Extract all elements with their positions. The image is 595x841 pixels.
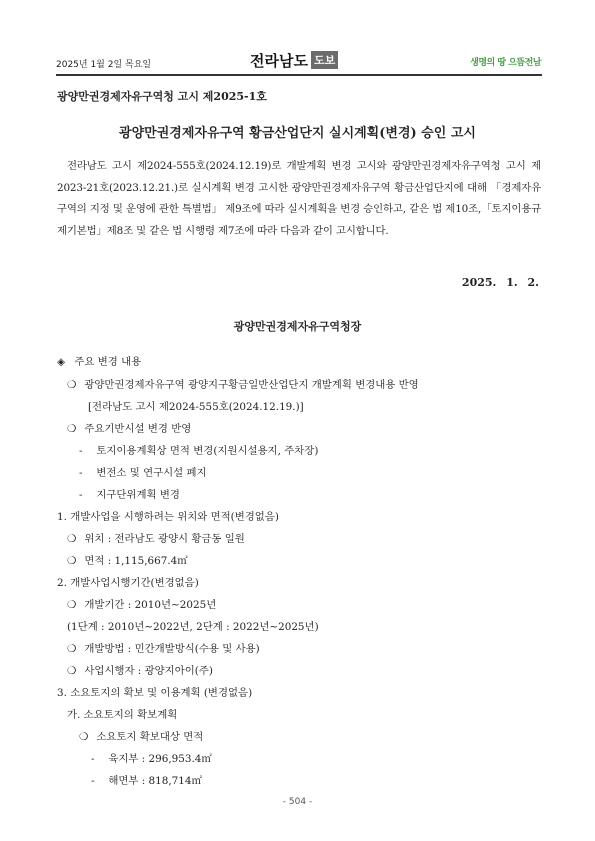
list-item: - 변전소 및 연구시설 폐지: [79, 467, 207, 479]
circle-bullet-icon: ❍: [67, 665, 77, 677]
circle-bullet-icon: ❍: [79, 731, 89, 743]
page-number: - 504 -: [282, 797, 313, 807]
notice-date: 2025. 1. 2.: [461, 276, 539, 289]
dash-bullet-icon: -: [91, 775, 95, 787]
publication-date: 2025년 1월 2일 목요일: [56, 60, 152, 70]
dash-bullet-icon: -: [79, 467, 83, 479]
list-item: ❍ 개발기간 : 2010년∼2025년: [67, 599, 217, 611]
notice-body: [57, 156, 541, 242]
list-item: - 육지부 : 296,953.4㎡: [91, 753, 212, 765]
list-item: ❍ 사업시행자 : 광양지아이(주): [67, 665, 213, 677]
dash-bullet-icon: -: [91, 753, 95, 765]
list-item: ❍ 광양만권경제자유구역 광양지구황금일반산업단지 개발계획 변경내용 반영: [67, 379, 419, 391]
header-divider: [56, 74, 542, 76]
circle-bullet-icon: ❍: [67, 599, 77, 611]
circle-bullet-icon: ❍: [67, 379, 77, 391]
gazette-badge: 도보: [311, 51, 338, 69]
list-item: ❍ 주요기반시설 변경 반영: [67, 423, 192, 435]
list-item: (1단계 : 2010년∼2022년, 2단계 : 2022년∼2025년): [67, 621, 319, 633]
subsection-heading: 가. 소요토지의 확보계획: [67, 709, 178, 721]
dash-bullet-icon: -: [79, 445, 83, 457]
diamond-bullet-icon: ◈: [57, 356, 65, 368]
list-item: ❍ 면적 : 1,115,667.4㎡: [67, 555, 188, 567]
circle-bullet-icon: ❍: [67, 533, 77, 545]
list-item: - 해면부 : 818,714㎡: [91, 775, 202, 787]
list-item: - 토지이용계획상 면적 변경(지원시설용지, 주차장): [79, 445, 319, 457]
section-heading: 2. 개발사업시행기간(변경없음): [57, 577, 199, 589]
circle-bullet-icon: ❍: [67, 423, 77, 435]
list-item: [전라남도 고시 제2024-555호(2024.12.19.)]: [88, 401, 304, 413]
province-logo: 생명의 땅 으뜸전남: [470, 58, 541, 68]
dash-bullet-icon: -: [79, 489, 83, 501]
issuing-authority: 광양만권경제자유구역청장: [233, 320, 362, 333]
notice-number: 광양만권경제자유구역청 고시 제2025-1호: [57, 90, 267, 103]
notice-title: 광양만권경제자유구역 황금산업단지 실시계획(변경) 승인 고시: [119, 126, 476, 141]
list-item: - 지구단위계획 변경: [79, 489, 180, 501]
gazette-name: 전라남도: [250, 52, 308, 70]
notice-body-paragraph: 전라남도 고시 제2024-555호(2024.12.19)로 개발계획 변경 고시와 광양만권경제자유구역청 고시 제2023-21호(2023.12.21.)로 실시계획 변경 고시한 광양만권경제자유구역 황금산업단지에 대해 「경제자유구역의 지정 및 운영에 관한 특별법」 제9조에 따라 실시계획을 변경 승인하고, 같은 법 제10조,「토지이용규제기본법」제8조 및 같은 법 시행령 제7조에 따라 다음과 같이 고시합니다.: [57, 160, 541, 237]
list-item: ❍ 위치 : 전라남도 광양시 황금동 일원: [67, 533, 245, 545]
gazette-title: [250, 50, 338, 71]
section-heading: 1. 개발사업을 시행하려는 위치와 면적(변경없음): [57, 511, 279, 523]
list-item: ◈ 주요 변경 내용: [57, 356, 142, 368]
list-item: ❍ 개발방법 : 민간개발방식(수용 및 사용): [67, 643, 260, 655]
circle-bullet-icon: ❍: [67, 643, 77, 655]
circle-bullet-icon: ❍: [67, 555, 77, 567]
section-heading: 3. 소요토지의 확보 및 이용계획 (변경없음): [57, 687, 253, 699]
list-item: ❍ 소요토지 확보대상 면적: [79, 731, 204, 743]
